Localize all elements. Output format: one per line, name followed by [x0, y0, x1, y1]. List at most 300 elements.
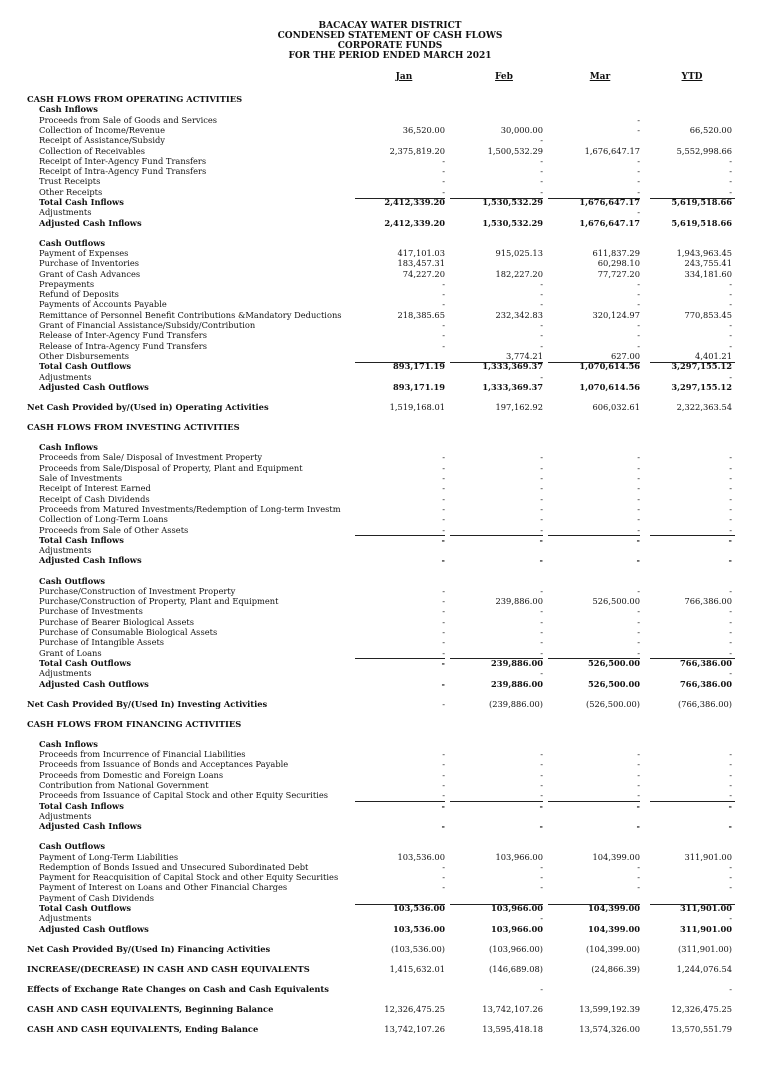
cell-feb: - [539, 821, 543, 832]
cell-mar: - [637, 647, 640, 658]
cell-ytd: 1,943,963.45 [676, 247, 732, 258]
cell-jan: - [442, 769, 445, 780]
cell-ytd: 770,853.45 [684, 309, 732, 320]
row-label-total-cash-inflows: Total Cash Inflows [39, 800, 124, 811]
row-label-cash-inflows: Cash Inflows [39, 738, 98, 749]
title-fund: CORPORATE FUNDS [337, 41, 443, 51]
cell-mar: - [636, 555, 640, 566]
cell-feb: - [540, 135, 543, 146]
cell-ytd: 2,322,363.54 [676, 401, 732, 412]
cell-jan: 183,457.31 [397, 258, 445, 269]
cell-mar: 1,070,614.56 [579, 381, 640, 392]
cell-mar: - [637, 503, 640, 514]
cell-jan: - [441, 678, 445, 689]
cell-ytd: 66,520.00 [689, 124, 732, 135]
cell-mar: - [636, 800, 640, 811]
cell-feb: - [540, 155, 543, 166]
row-label-total-cash-outflows: Total Cash Outflows [39, 361, 132, 372]
cell-ytd: - [729, 320, 732, 331]
row-label-payments-of-accounts-payable: Payments of Accounts Payable [39, 299, 167, 310]
cell-jan: - [442, 452, 445, 463]
total-rule [450, 904, 543, 905]
row-label-release-of-inter-agency-fund-transfers: Release of Inter-Agency Fund Transfers [39, 330, 207, 341]
cell-mar: 611,837.29 [592, 247, 640, 258]
cell-ytd: - [729, 872, 732, 883]
row-label-receipt-of-inter-agency-fund-transfers: Receipt of Inter-Agency Fund Transfers [39, 155, 207, 166]
total-rule [548, 658, 640, 659]
cell-feb: - [540, 299, 543, 310]
cell-ytd: - [729, 452, 732, 463]
cell-feb: - [540, 289, 543, 300]
cell-jan: - [442, 861, 445, 872]
cell-mar: - [637, 330, 640, 341]
cell-ytd: 12,326,475.25 [671, 1004, 732, 1014]
title-statement: CONDENSED STATEMENT OF CASH FLOWS [277, 31, 503, 41]
cell-feb: 30,000.00 [500, 124, 543, 135]
cell-feb: (103,966.00) [489, 943, 543, 954]
cell-ytd: - [729, 473, 732, 484]
cell-ytd: 766,386.00 [680, 657, 732, 668]
cell-jan: - [442, 330, 445, 341]
cell-jan: 2,375,819.20 [389, 145, 445, 156]
row-label-grant-of-financial-assistance-subsidy-contribution: Grant of Financial Assistance/Subsidy/Contribution [39, 320, 256, 331]
total-rule [548, 904, 640, 905]
cell-mar: 627.00 [610, 350, 640, 361]
cell-ytd: - [729, 668, 732, 679]
row-label-total-cash-inflows: Total Cash Inflows [39, 197, 124, 207]
cell-feb: - [539, 800, 543, 811]
cell-feb: - [540, 176, 543, 187]
cell-mar: - [637, 452, 640, 463]
cell-ytd: - [729, 340, 732, 351]
cell-mar: - [637, 299, 640, 310]
row-label-proceeds-from-sale-disposal-of-property-plant-and-equipment: Proceeds from Sale/Disposal of Property, Plant and Equipment [39, 462, 303, 473]
cell-jan: 74,227.20 [402, 268, 445, 279]
cell-ytd: - [729, 606, 732, 617]
cell-jan: - [442, 278, 445, 289]
row-label-payment-of-long-term-liabilities: Payment of Long-Term Liabilities [39, 851, 179, 862]
cell-ytd: - [729, 861, 732, 872]
row-label-receipt-of-interest-earned: Receipt of Interest Earned [39, 483, 151, 494]
row-label-adjusted-cash-inflows: Adjusted Cash Inflows [39, 217, 142, 228]
row-label-proceeds-from-issuance-of-capital-stock-and-other-equity-securities: Proceeds from Issuance of Capital Stock and other Equity Securities [39, 790, 329, 801]
row-label-release-of-intra-agency-fund-transfers: Release of Intra-Agency Fund Transfers [39, 340, 208, 351]
total-rule [650, 904, 735, 905]
cell-feb: - [540, 637, 543, 648]
total-rule [548, 362, 640, 363]
row-label-receipt-of-intra-agency-fund-transfers: Receipt of Intra-Agency Fund Transfers [39, 166, 207, 177]
cell-mar: 60,298.10 [597, 258, 640, 269]
cell-mar: - [637, 585, 640, 596]
cell-jan: - [442, 462, 445, 473]
cell-mar: - [636, 821, 640, 832]
cell-ytd: 4,401.21 [695, 350, 732, 361]
total-rule [355, 362, 445, 363]
row-label-proceeds-from-sale-of-other-assets: Proceeds from Sale of Other Assets [39, 524, 189, 535]
cell-jan: 36,520.00 [402, 124, 445, 135]
cell-mar: - [637, 524, 640, 535]
cell-ytd: - [729, 790, 732, 801]
cell-jan: - [442, 503, 445, 514]
total-rule [355, 658, 445, 659]
cell-ytd: - [729, 462, 732, 473]
row-label-cash-inflows: Cash Inflows [39, 442, 98, 453]
cell-feb: 197,162.92 [495, 401, 543, 412]
row-label-proceeds-from-matured-investments-redemption-of-long-term-investm: Proceeds from Matured Investments/Redemption of Long-term Investm [39, 503, 341, 514]
cell-jan: 13,742,107.26 [384, 1024, 445, 1035]
row-label-contribution-from-national-government: Contribution from National Government [39, 779, 209, 790]
row-label-proceeds-from-issuance-of-bonds-and-acceptances-payable: Proceeds from Issuance of Bonds and Acceptances Payable [39, 759, 289, 770]
cell-ytd: 3,297,155.12 [671, 381, 732, 392]
cell-jan: 893,171.19 [393, 381, 445, 392]
cell-mar: - [637, 483, 640, 494]
cell-mar: 104,399.00 [588, 923, 640, 934]
row-label-collection-of-receivables: Collection of Receivables [39, 145, 146, 156]
row-label-cash-and-cash-equivalents-beginning-balance: CASH AND CASH EQUIVALENTS, Beginning Balance [27, 1004, 274, 1014]
cell-feb: - [540, 514, 543, 525]
cell-jan: - [442, 606, 445, 617]
total-rule [450, 535, 543, 536]
cell-mar: 1,676,647.17 [579, 217, 640, 228]
cell-feb: - [540, 493, 543, 504]
row-label-payment-of-cash-dividends: Payment of Cash Dividends [39, 892, 154, 903]
cell-feb: - [540, 462, 543, 473]
cell-ytd: - [729, 637, 732, 648]
cell-mar: - [637, 462, 640, 473]
row-label-net-cash-provided-by-used-in-financing-activities: Net Cash Provided By/(Used In) Financing Activities [27, 943, 271, 954]
cell-jan: 2,412,339.20 [384, 197, 445, 207]
cell-ytd: - [728, 534, 732, 545]
cell-feb: - [540, 452, 543, 463]
cell-ytd: - [729, 913, 732, 924]
cell-feb: 13,595,418.18 [482, 1024, 543, 1035]
cell-mar: - [637, 186, 640, 197]
cell-ytd: - [729, 186, 732, 197]
cell-mar: - [637, 493, 640, 504]
row-label-adjustments: Adjustments [39, 913, 92, 924]
cell-jan: 1,519,168.01 [389, 401, 445, 412]
cell-feb: - [540, 473, 543, 484]
cell-mar: - [637, 166, 640, 177]
cell-ytd: 13,570,551.79 [671, 1024, 732, 1035]
cell-feb: - [539, 534, 543, 545]
cell-feb: 1,333,369.37 [482, 361, 543, 372]
cell-ytd: - [729, 983, 732, 994]
cell-ytd: - [729, 514, 732, 525]
total-rule [650, 198, 735, 199]
cell-mar: - [637, 861, 640, 872]
row-label-adjustments: Adjustments [39, 371, 92, 382]
cell-jan: - [441, 555, 445, 566]
cell-ytd: - [729, 882, 732, 893]
total-rule [450, 198, 543, 199]
cell-mar: - [637, 114, 640, 125]
cell-ytd: 5,619,518.66 [671, 217, 732, 228]
cell-ytd: - [729, 166, 732, 177]
row-label-purchase-construction-of-property-plant-and-equipment: Purchase/Construction of Property, Plant and Equipment [39, 596, 279, 607]
cell-mar: - [637, 176, 640, 187]
cell-feb: - [540, 913, 543, 924]
row-label-receipt-of-assistance-subsidy: Receipt of Assistance/Subsidy [39, 135, 165, 146]
cell-ytd: - [729, 749, 732, 760]
cell-jan: - [442, 616, 445, 627]
cell-mar: - [637, 207, 640, 218]
cell-jan: - [442, 155, 445, 166]
cell-jan: 103,536.00 [393, 923, 445, 934]
row-label-other-disbursements: Other Disbursements [39, 350, 130, 361]
cell-jan: - [441, 821, 445, 832]
cell-mar: (526,500.00) [586, 698, 640, 709]
cell-mar: (24,866.39) [591, 963, 640, 974]
cell-mar: - [637, 289, 640, 300]
row-label-cash-outflows: Cash Outflows [39, 575, 106, 586]
total-rule [355, 801, 445, 802]
cell-mar: - [637, 779, 640, 790]
cell-feb: - [540, 668, 543, 679]
cell-ytd: - [729, 330, 732, 341]
total-rule [450, 362, 543, 363]
cell-jan: - [442, 473, 445, 484]
row-label-adjustments: Adjustments [39, 668, 92, 679]
row-label-adjustments: Adjustments [39, 545, 92, 556]
cell-feb: - [540, 616, 543, 627]
title-district: BACACAY WATER DISTRICT [318, 21, 462, 31]
row-label-purchase-of-investments: Purchase of Investments [39, 606, 143, 617]
cell-ytd: - [729, 616, 732, 627]
row-label-adjusted-cash-outflows: Adjusted Cash Outflows [39, 381, 149, 392]
cell-mar: - [637, 749, 640, 760]
cell-mar: - [637, 514, 640, 525]
cell-ytd: 766,386.00 [680, 678, 732, 689]
cell-mar: 526,500.00 [588, 678, 640, 689]
cell-feb: (146,689.08) [489, 963, 543, 974]
cell-jan: - [442, 483, 445, 494]
row-label-trust-receipts: Trust Receipts [39, 176, 101, 187]
col-header-ytd: YTD [681, 72, 703, 82]
cell-ytd: - [729, 155, 732, 166]
cell-feb: - [540, 983, 543, 994]
cell-feb: - [540, 278, 543, 289]
cell-ytd: - [729, 176, 732, 187]
cell-mar: 1,070,614.56 [579, 361, 640, 372]
cell-feb: - [540, 627, 543, 638]
col-header-jan: Jan [395, 72, 413, 82]
total-rule [650, 362, 735, 363]
cell-mar: - [637, 155, 640, 166]
cell-ytd: - [729, 769, 732, 780]
cell-mar: - [636, 534, 640, 545]
cell-ytd: 1,244,076.54 [676, 963, 732, 974]
cell-jan: - [441, 657, 445, 668]
row-label-proceeds-from-domestic-and-foreign-loans: Proceeds from Domestic and Foreign Loans [39, 769, 224, 780]
cell-mar: 526,500.00 [588, 657, 640, 668]
cell-feb: - [540, 769, 543, 780]
row-label-purchase-of-consumable-biological-assets: Purchase of Consumable Biological Assets [39, 627, 218, 638]
cell-ytd: - [729, 585, 732, 596]
row-label-adjusted-cash-inflows: Adjusted Cash Inflows [39, 555, 142, 566]
row-label-cash-flows-from-operating-activities: CASH FLOWS FROM OPERATING ACTIVITIES [27, 94, 243, 104]
cell-feb: - [540, 779, 543, 790]
cell-jan: 103,536.00 [393, 903, 445, 914]
cell-ytd: - [729, 483, 732, 494]
cell-jan: - [442, 186, 445, 197]
cell-feb: - [540, 749, 543, 760]
row-label-proceeds-from-sale-of-goods-and-services: Proceeds from Sale of Goods and Services [39, 114, 218, 125]
total-rule [355, 535, 445, 536]
cell-feb: 239,886.00 [491, 657, 543, 668]
cell-jan: 2,412,339.20 [384, 217, 445, 228]
cell-feb: - [540, 606, 543, 617]
cell-ytd: - [728, 800, 732, 811]
cell-feb: 1,500,532.29 [487, 145, 543, 156]
row-label-grant-of-cash-advances: Grant of Cash Advances [39, 268, 141, 279]
cell-jan: - [442, 790, 445, 801]
cell-feb: - [540, 330, 543, 341]
cell-jan: - [442, 493, 445, 504]
cell-jan: - [442, 320, 445, 331]
cell-ytd: - [729, 779, 732, 790]
cell-mar: - [637, 882, 640, 893]
row-label-cash-inflows: Cash Inflows [39, 104, 98, 115]
cell-mar: - [637, 616, 640, 627]
cell-mar: - [637, 637, 640, 648]
row-label-receipt-of-cash-dividends: Receipt of Cash Dividends [39, 493, 150, 504]
cell-ytd: 5,619,518.66 [671, 197, 732, 207]
cell-feb: - [540, 759, 543, 770]
row-label-collection-of-long-term-loans: Collection of Long-Term Loans [39, 514, 168, 525]
cell-jan: - [442, 289, 445, 300]
cell-mar: - [637, 627, 640, 638]
row-label-purchase-of-intangible-assets: Purchase of Intangible Assets [39, 637, 165, 648]
cell-jan: 417,101.03 [397, 247, 445, 258]
row-label-cash-outflows: Cash Outflows [39, 841, 106, 852]
cell-ytd: - [729, 299, 732, 310]
cell-mar: - [637, 606, 640, 617]
row-label-cash-and-cash-equivalents-ending-balance: CASH AND CASH EQUIVALENTS, Ending Balance [27, 1024, 259, 1035]
cell-feb: - [540, 647, 543, 658]
cell-jan: - [442, 176, 445, 187]
row-label-purchase-of-inventories: Purchase of Inventories [39, 258, 140, 269]
row-label-adjustments: Adjustments [39, 207, 92, 218]
cell-mar: - [637, 278, 640, 289]
row-label-adjusted-cash-inflows: Adjusted Cash Inflows [39, 821, 142, 832]
row-label-redemption-of-bonds-issued-and-unsecured-subordinated-debt: Redemption of Bonds Issued and Unsecured Subordinated Debt [39, 861, 309, 872]
row-label-grant-of-loans: Grant of Loans [39, 647, 102, 658]
cell-feb: 182,227.20 [495, 268, 543, 279]
cell-feb: 232,342.83 [495, 309, 543, 320]
cell-feb: 1,530,532.29 [482, 217, 543, 228]
cell-jan: - [442, 166, 445, 177]
cell-mar: - [637, 124, 640, 135]
total-rule [450, 658, 543, 659]
col-header-feb: Feb [495, 72, 513, 82]
row-label-cash-outflows: Cash Outflows [39, 237, 106, 248]
row-label-purchase-construction-of-investment-property: Purchase/Construction of Investment Property [39, 585, 236, 596]
cell-feb: 239,886.00 [491, 678, 543, 689]
cell-ytd: - [729, 289, 732, 300]
cell-feb: - [540, 483, 543, 494]
row-label-proceeds-from-sale-disposal-of-investment-property: Proceeds from Sale/ Disposal of Investment Property [39, 452, 263, 463]
row-label-adjusted-cash-outflows: Adjusted Cash Outflows [39, 678, 149, 689]
cell-feb: - [540, 320, 543, 331]
cell-mar: 104,399.00 [588, 903, 640, 914]
cell-ytd: - [729, 503, 732, 514]
cell-feb: (239,886.00) [489, 698, 543, 709]
cell-feb: - [540, 166, 543, 177]
cell-jan: - [442, 514, 445, 525]
row-label-sale-of-investments: Sale of Investments [39, 473, 123, 484]
cell-jan: - [442, 340, 445, 351]
row-label-adjusted-cash-outflows: Adjusted Cash Outflows [39, 923, 149, 934]
cell-feb: 13,742,107.26 [482, 1004, 543, 1014]
row-label-cash-flows-from-investing-activities: CASH FLOWS FROM INVESTING ACTIVITIES [27, 422, 240, 433]
cell-feb: - [540, 186, 543, 197]
row-label-purchase-of-bearer-biological-assets: Purchase of Bearer Biological Assets [39, 616, 195, 627]
cell-jan: 103,536.00 [397, 851, 445, 862]
cell-ytd: - [729, 278, 732, 289]
cell-jan: - [442, 759, 445, 770]
cell-mar: 320,124.97 [592, 309, 640, 320]
cell-mar: 77,727.20 [597, 268, 640, 279]
total-rule [650, 658, 735, 659]
row-label-net-cash-provided-by-used-in-investing-activities: Net Cash Provided By/(Used In) Investing Activities [27, 698, 268, 709]
table-row [0, 1024, 780, 1035]
cell-feb: 3,774.21 [506, 350, 543, 361]
row-label-increase-decrease-in-cash-and-cash-equivalents: INCREASE/(DECREASE) IN CASH AND CASH EQUIVALENTS [27, 963, 310, 974]
cell-feb: - [540, 585, 543, 596]
cell-jan: 1,415,632.01 [389, 963, 445, 974]
row-label-cash-flows-from-financing-activities: CASH FLOWS FROM FINANCING ACTIVITIES [27, 718, 242, 729]
cell-mar: - [637, 872, 640, 883]
cell-feb: - [539, 555, 543, 566]
cell-feb: 103,966.00 [491, 903, 543, 914]
cell-mar: 104,399.00 [592, 851, 640, 862]
cell-jan: 218,385.65 [397, 309, 445, 320]
cell-feb: - [540, 790, 543, 801]
cell-jan: - [442, 585, 445, 596]
total-rule [548, 198, 640, 199]
cell-feb: - [540, 861, 543, 872]
row-label-refund-of-deposits: Refund of Deposits [39, 289, 119, 300]
cell-feb: - [540, 503, 543, 514]
cell-jan: - [442, 749, 445, 760]
row-label-other-receipts: Other Receipts [39, 186, 103, 197]
cell-jan: - [442, 596, 445, 607]
cell-mar: - [637, 340, 640, 351]
cell-mar: 1,676,647.17 [584, 145, 640, 156]
row-label-proceeds-from-incurrence-of-financial-liabilities: Proceeds from Incurrence of Financial Liabilities [39, 749, 246, 760]
row-label-payment-of-expenses: Payment of Expenses [39, 247, 129, 258]
cell-feb: 239,886.00 [495, 596, 543, 607]
cell-jan: - [442, 882, 445, 893]
cell-ytd: - [729, 647, 732, 658]
cell-mar: (104,399.00) [586, 943, 640, 954]
cell-ytd: - [729, 524, 732, 535]
cell-ytd: - [729, 371, 732, 382]
cell-jan: (103,536.00) [391, 943, 445, 954]
row-label-payment-of-interest-on-loans-and-other-financial-charges: Payment of Interest on Loans and Other Financial Charges [39, 882, 288, 893]
cell-feb: - [540, 371, 543, 382]
total-rule [450, 801, 543, 802]
cell-ytd: (766,386.00) [678, 698, 732, 709]
cell-ytd: 3,297,155.12 [671, 361, 732, 372]
cell-mar: 1,676,647.17 [579, 197, 640, 207]
cell-jan: - [442, 698, 445, 709]
row-label-payment-for-reacquisition-of-capital-stock-and-other-equity-securities: Payment for Reacquisition of Capital Stock and other Equity Securities [39, 872, 339, 883]
cell-jan: 12,326,475.25 [384, 1004, 445, 1014]
row-label-net-cash-provided-by-used-in-operating-activities: Net Cash Provided by/(Used in) Operating Activities [27, 401, 269, 412]
row-label-total-cash-inflows: Total Cash Inflows [39, 534, 124, 545]
